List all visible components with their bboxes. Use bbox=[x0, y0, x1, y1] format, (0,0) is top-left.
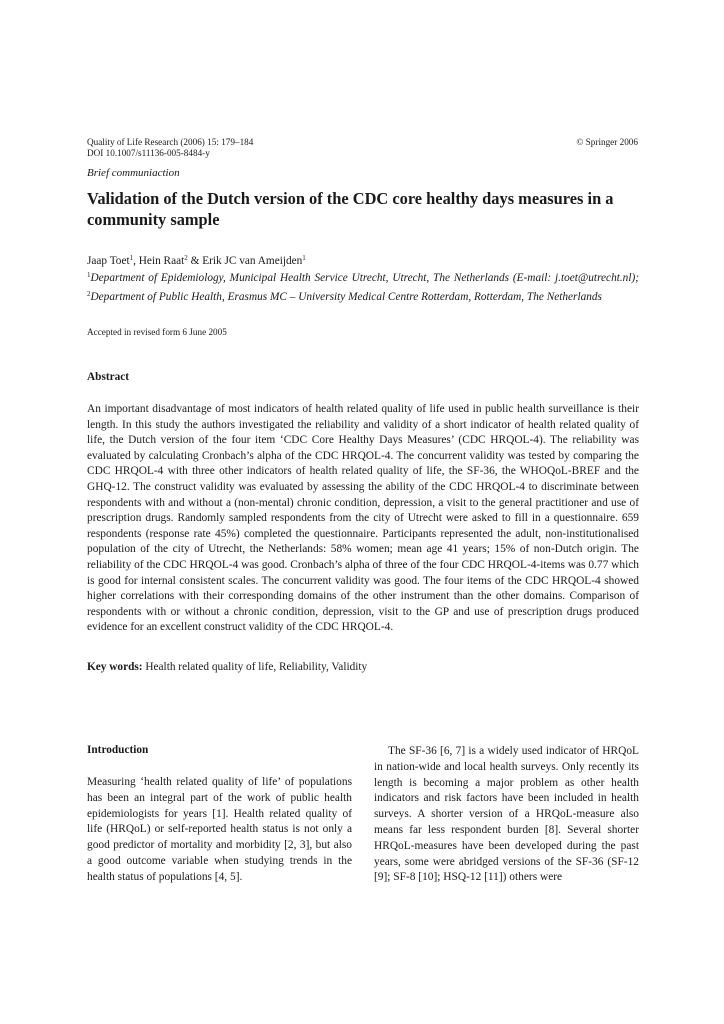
author-name: Jaap Toet bbox=[87, 255, 130, 267]
journal-citation bbox=[87, 137, 253, 158]
journal-reference: Quality of Life Research (2006) 15: 179–184 bbox=[87, 137, 254, 147]
affiliation-text: Department of Public Health, Erasmus MC – University Medical Centre Rotterdam, Rotterdam, The Netherlands bbox=[90, 291, 602, 304]
doi: DOI 10.1007/s11136-005-8484-y bbox=[87, 147, 210, 158]
author-name: Hein Raat bbox=[138, 255, 185, 267]
article-title: Validation of the Dutch version of the CDC core healthy days measures in a community sample bbox=[87, 189, 614, 229]
abstract-heading: Abstract bbox=[87, 371, 130, 383]
affiliation-text: Department of Epidemiology, Municipal Health Service Utrecht, Utrecht, The Netherlands (E-mail: j.toet@utrecht.nl); bbox=[90, 272, 639, 284]
author-affiliation-mark: 1 bbox=[302, 254, 306, 262]
author-affiliation-mark: 1 bbox=[129, 254, 134, 262]
introduction-paragraph-right: The SF-36 [6, 7] is a widely used indicator of HRQoL in nation-wide and local health surveys. Only recently its length is becoming a major problem as other health indicators and risk factors have been included in health surveys. A shorter version of a HRQoL-measure also means far less respondent burden [8]. Several shorter HRQoL-measures have been developed during the past years, some were abridged versions of the SF-36 (SF-12 [9]; SF-8 [10]; HSQ-12 [11]) others were bbox=[374, 745, 639, 884]
introduction-paragraph-left: Measuring ‘health related quality of life’ of populations has been an integral part of the work of public health epidemiologists for years [1]. Health related quality of life (HRQoL) or self-reported health status is not only a good predictor of mortality and morbidity [2, 3], but also a good outcome variable when studying trends in the health status of populations [4, 5]. bbox=[87, 776, 352, 883]
author-name: Erik JC van Ameijden bbox=[202, 255, 303, 267]
copyright-notice: © Springer 2006 bbox=[576, 137, 638, 147]
author-list bbox=[87, 254, 306, 267]
keywords bbox=[87, 661, 367, 673]
article-type: Brief communiaction bbox=[87, 167, 180, 179]
accepted-date: Accepted in revised form 6 June 2005 bbox=[87, 327, 227, 337]
author-affiliation-mark: 2 bbox=[184, 254, 188, 262]
keywords-label: Key words: bbox=[87, 661, 143, 673]
author-separator: & bbox=[187, 255, 203, 267]
affiliation-mark: 2 bbox=[87, 290, 91, 299]
abstract-body: An important disadvantage of most indicators of health related quality of life used in public health surveillance is their length. In this study the authors investigated the reliability and validity of a short indicator of health related quality of life, the Dutch version of the four item ‘CDC Core Healthy Days Measures’ (CDC HRQOL-4). The reliability was evaluated by calculating Cronbach’s alpha of the CDC HRQOL-4. The concurrent validity was tested by comparing the CDC HRQOL-4 with three other indicators of health related quality of life, the SF-36, the WHOQoL-BREF and the GHQ-12. The construct validity was evaluated by assessing the ability of the CDC HRQOL-4 to discriminate between respondents with and without a (non-mental) chronic condition, depression, a visit to the general practitioner and use of prescription drugs. Randomly sampled respondents from the city of Utrecht were asked to fill in a questionnaire. 659 respondents (response rate 45%) completed the questionnaire. Participants represented the adult, non-institutionalised population of the city of Utrecht, the Netherlands: 58% women; mean age 41 years; 15% of non-Dutch origin. The reliability of the CDC HRQOL-4 was good. Cronbach’s alpha of three of the four CDC HRQOL-4-items was 0.77 which is good for internal consistent scales. The concurrent validity was good. The four items of the CDC HRQOL-4 showed higher correlations with their corresponding domains of the other instrument than the other domains. Comparison of respondents with or without a chronic condition, depression, visit to the GP and use of prescription drugs produced evidence for an excellent construct validity of the CDC HRQOL-4. bbox=[87, 403, 639, 634]
introduction-heading: Introduction bbox=[87, 744, 149, 756]
author-separator: , bbox=[133, 255, 139, 267]
affiliations bbox=[87, 267, 639, 306]
keywords-list: Health related quality of life, Reliability, Validity bbox=[142, 661, 368, 673]
affiliation-mark: 1 bbox=[87, 271, 91, 279]
